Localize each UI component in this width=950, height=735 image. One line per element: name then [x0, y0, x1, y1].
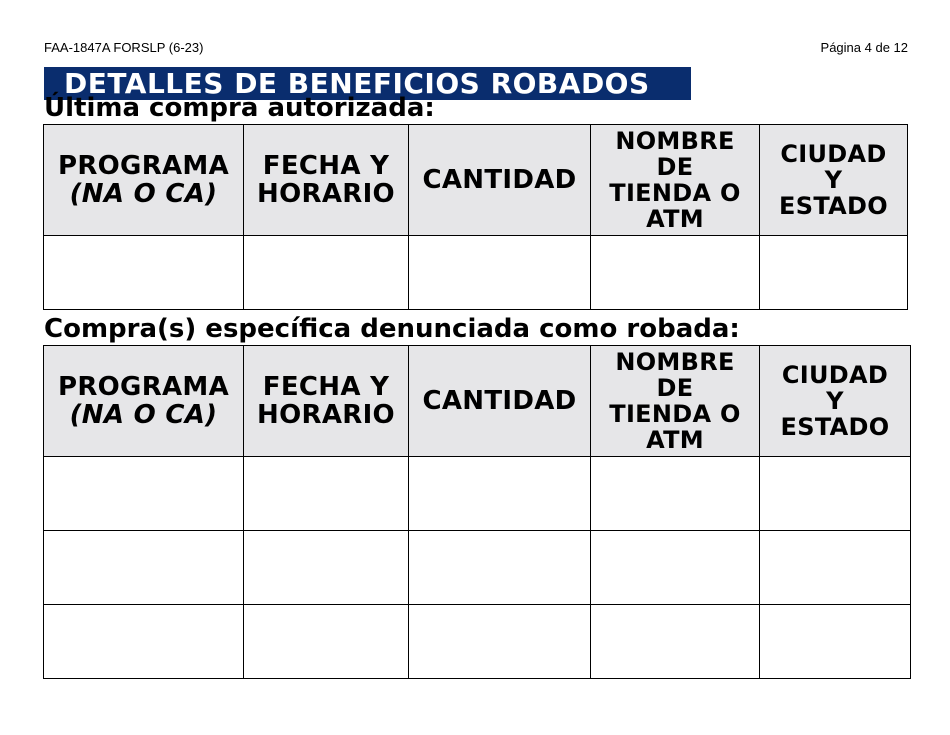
column-header-store-name: NOMBRE DE TIENDA O ATM: [591, 346, 760, 457]
amount-cell[interactable]: [409, 605, 591, 679]
date-time-cell[interactable]: [244, 605, 409, 679]
table-header-row: [44, 346, 911, 457]
column-header-city-state: CIUDAD Y ESTADO: [760, 346, 911, 457]
column-header-date-time: FECHA Y HORARIO: [244, 125, 409, 236]
table-row: [44, 236, 908, 310]
section-title-reported-stolen: Compra(s) específica denunciada como robada:: [44, 314, 740, 344]
last-authorized-purchase-table: [43, 124, 908, 310]
section-title-last-authorized: Última compra autorizada:: [44, 93, 435, 123]
city-state-cell[interactable]: [760, 457, 911, 531]
amount-cell[interactable]: [409, 457, 591, 531]
page-number: Página 4 de 12: [820, 40, 908, 55]
store-name-cell[interactable]: [591, 457, 760, 531]
column-header-program: PROGRAMA (NA O CA): [44, 125, 244, 236]
column-header-date-time: FECHA Y HORARIO: [244, 346, 409, 457]
program-cell[interactable]: [44, 605, 244, 679]
program-cell[interactable]: [44, 531, 244, 605]
city-state-cell[interactable]: [760, 236, 908, 310]
amount-cell[interactable]: [409, 531, 591, 605]
date-time-cell[interactable]: [244, 531, 409, 605]
column-header-store-name: NOMBRE DE TIENDA O ATM: [591, 125, 760, 236]
table-header-row: [44, 125, 908, 236]
store-name-cell[interactable]: [591, 531, 760, 605]
city-state-cell[interactable]: [760, 531, 911, 605]
table-row: [44, 457, 911, 531]
store-name-cell[interactable]: [591, 605, 760, 679]
column-header-amount: CANTIDAD: [409, 125, 591, 236]
city-state-cell[interactable]: [760, 605, 911, 679]
table-row: [44, 531, 911, 605]
column-header-city-state: CIUDAD Y ESTADO: [760, 125, 908, 236]
reported-stolen-purchase-table: [43, 345, 911, 679]
table-row: [44, 605, 911, 679]
amount-cell[interactable]: [409, 236, 591, 310]
store-name-cell[interactable]: [591, 236, 760, 310]
form-id: FAA-1847A FORSLP (6-23): [44, 40, 204, 55]
program-cell[interactable]: [44, 236, 244, 310]
program-cell[interactable]: [44, 457, 244, 531]
section-banner: DETALLES DE BENEFICIOS ROBADOS: [44, 67, 691, 100]
date-time-cell[interactable]: [244, 236, 409, 310]
column-header-amount: CANTIDAD: [409, 346, 591, 457]
date-time-cell[interactable]: [244, 457, 409, 531]
column-header-program: PROGRAMA (NA O CA): [44, 346, 244, 457]
